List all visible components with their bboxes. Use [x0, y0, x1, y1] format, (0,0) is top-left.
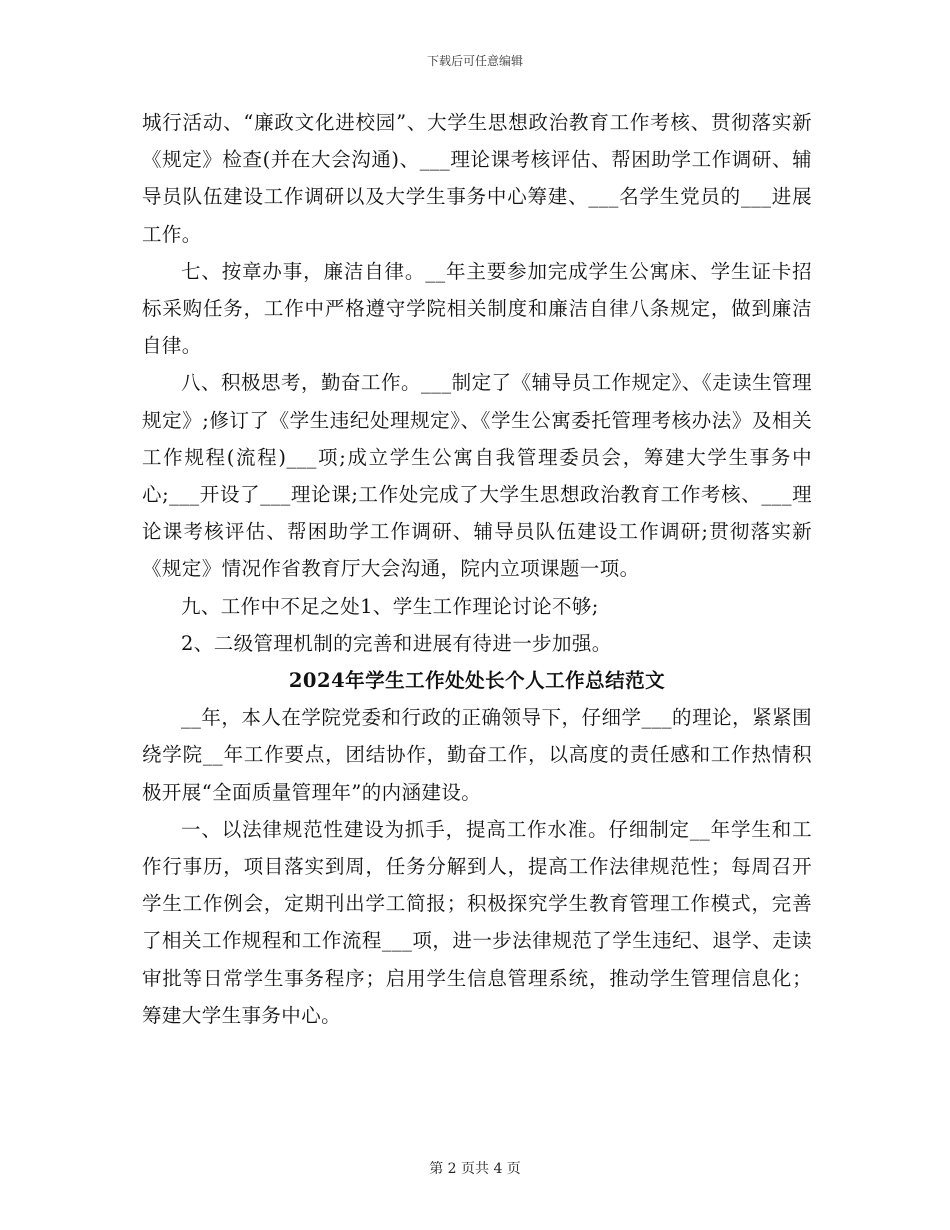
paragraph-section-1: 一、以法律规范性建设为抓手，提高工作水准。仔细制定__年学生和工作行事历，项目落实到周，任务分解到人，提高工作法律规范性；每周召开学生工作例会，定期刊出学工简报；积极探究学生教育管理工作模式，完善了相关工作规程和工作流程___项，进一步法律规范了学生违纪、退学、走读审批等日常学生事务程序；启用学生信息管理系统，推动学生管理信息化；筹建大学生事务中心。: [142, 817, 812, 1027]
paragraph-intro: __年，本人在学院党委和行政的正确领导下，仔细学___的理论，紧紧围绕学院__年工作要点，团结协作，勤奋工作，以高度的责任感和工作热情积极开展“全面质量管理年”的内涵建设。: [142, 706, 812, 804]
article-title: 2024年学生工作处处长个人工作总结范文: [288, 669, 666, 693]
paragraph-section-9-item-2: 2、二级管理机制的完善和进展有待进一步加强。: [181, 631, 612, 655]
page-header-note: 下载后可任意编辑: [426, 54, 523, 68]
paragraph-section-7: 七、按章办事，廉洁自律。__年主要参加完成学生公寓床、学生证卡招标采购任务，工作中严格遵守学院相关制度和廉洁自律八条规定，做到廉洁自律。: [142, 259, 812, 358]
paragraph-continuation: 城行活动、“廉政文化进校园”、大学生思想政治教育工作考核、贯彻落实新《规定》检查(并在大会沟通)、___理论课考核评估、帮困助学工作调研、辅导员队伍建设工作调研以及大学生事务中心筹建、___名学生党员的___进展工作。: [142, 111, 812, 246]
page-number: 第 2 页共 4 页: [429, 1161, 521, 1177]
paragraph-section-9: 九、工作中不足之处1、学生工作理论讨论不够;: [181, 594, 599, 618]
paragraph-section-8: 八、积极思考，勤奋工作。___制定了《辅导员工作规定》、《走读生管理规定》;修订了《学生违纪处理规定》、《学生公寓委托管理考核办法》及相关工作规程(流程)___项;成立学生公寓自我管理委员会，筹建大学生事务中心;___开设了___理论课;工作处完成了大学生思想政治教育工作考核、___理论课考核评估、帮困助学工作调研、辅导员队伍建设工作调研;贯彻落实新《规定》情况作省教育厅大会沟通，院内立项课题一项。: [142, 371, 812, 581]
document-body: [142, 104, 812, 1034]
